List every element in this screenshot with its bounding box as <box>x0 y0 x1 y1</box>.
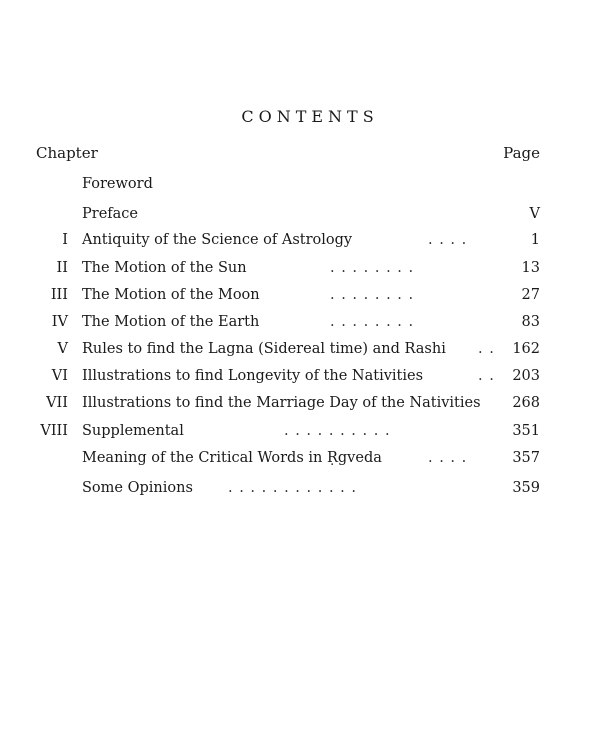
toc-entry-chapter-2 <box>0 257 600 279</box>
toc-entry-critical-words <box>0 447 600 469</box>
leader-dots: . . . . . . . . <box>330 287 415 303</box>
leader-dots: . . <box>478 368 495 384</box>
toc-entry-chapter-7 <box>0 392 600 414</box>
toc-entry-preface <box>0 203 600 225</box>
leader-dots: . . <box>478 341 495 357</box>
entry-title: Rules to find the Lagna (Sidereal time) and Rashi <box>82 341 446 357</box>
page-number: 203 <box>512 368 540 384</box>
leader-dots: . . . . . . . . <box>330 314 415 330</box>
entry-title: Meaning of the Critical Words in Ṛgveda <box>82 450 382 466</box>
entry-title: The Motion of the Sun <box>82 260 247 276</box>
toc-entry-foreword <box>0 173 600 195</box>
chapter-number: VI <box>51 368 68 384</box>
toc-entry-chapter-5 <box>0 338 600 360</box>
chapter-number: II <box>56 260 68 276</box>
chapter-number: I <box>62 232 68 248</box>
entry-title: Preface <box>82 206 138 222</box>
chapter-number: III <box>50 287 68 303</box>
toc-entry-chapter-8 <box>0 420 600 442</box>
entry-title: Supplemental <box>82 423 184 439</box>
chapter-column-header: Chapter <box>36 144 98 162</box>
page-number: 83 <box>521 314 540 330</box>
page-number: 351 <box>512 423 540 439</box>
entry-title: Some Opinions <box>82 480 193 496</box>
entry-title: The Motion of the Earth <box>82 314 260 330</box>
page-column-header: Page <box>503 144 540 162</box>
toc-entry-chapter-4 <box>0 311 600 333</box>
page-number: 13 <box>521 260 540 276</box>
leader-dots: . . . . . . . . . . <box>284 423 391 439</box>
entry-title: Illustrations to find the Marriage Day of the Nativities <box>82 395 481 411</box>
leader-dots: . . . . . . . . <box>330 260 415 276</box>
chapter-number: IV <box>51 314 68 330</box>
page-number: V <box>529 206 540 222</box>
contents-title: CONTENTS <box>241 107 379 126</box>
toc-entry-chapter-6 <box>0 365 600 387</box>
page-number: 357 <box>512 450 540 466</box>
page-number: 359 <box>512 480 540 496</box>
leader-dots: . . . . <box>428 450 468 466</box>
chapter-number: V <box>57 341 68 357</box>
page-number: 27 <box>521 287 540 303</box>
toc-entry-some-opinions <box>0 477 600 499</box>
toc-entry-chapter-1 <box>0 229 600 251</box>
entry-title: The Motion of the Moon <box>82 287 260 303</box>
leader-dots: . . . . <box>428 232 468 248</box>
toc-entry-chapter-3 <box>0 284 600 306</box>
page-number: 268 <box>512 395 540 411</box>
entry-title: Antiquity of the Science of Astrology <box>82 232 353 248</box>
chapter-number: VII <box>46 395 68 411</box>
chapter-number: VIII <box>40 423 68 439</box>
leader-dots: . . . . . . . . . . . . <box>228 480 358 496</box>
page-number: 162 <box>512 341 540 357</box>
entry-title: Foreword <box>82 176 153 192</box>
page-number: 1 <box>530 232 540 248</box>
entry-title: Illustrations to find Longevity of the Nativities <box>82 368 424 384</box>
